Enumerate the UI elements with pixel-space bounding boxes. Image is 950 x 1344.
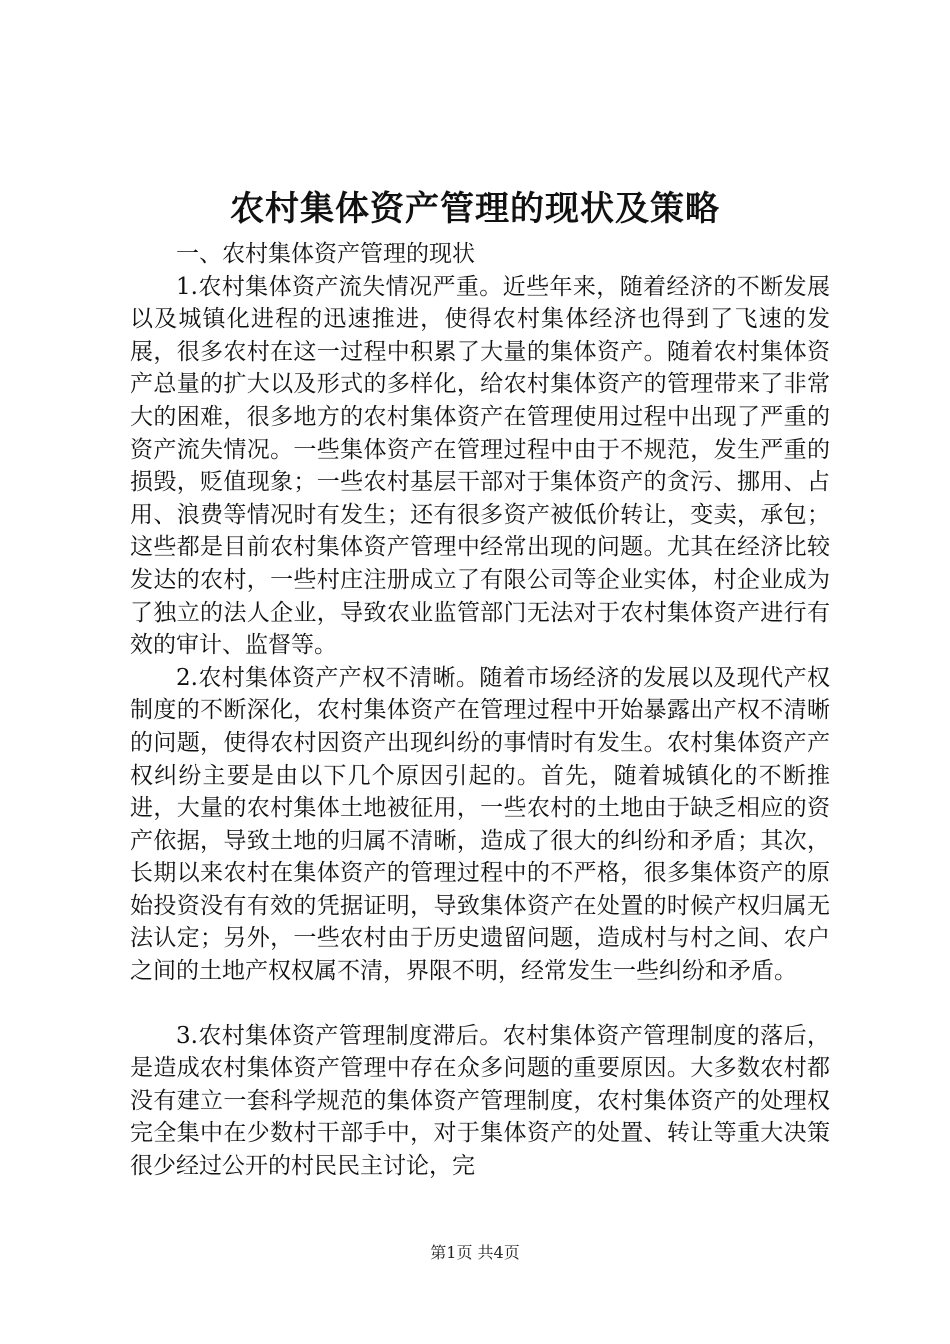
paragraph-2: 2.农村集体资产产权不清晰。随着市场经济的发展以及现代产权制度的不断深化，农村集体资产在管理过程中开始暴露出产权不清晰的问题，使得农村因资产出现纠纷的事情时有发生。农村集体资产产权纠纷主要是由以下几个原因引起的。首先，随着城镇化的不断推进，大量的农村集体土地被征用，一些农村的土地由于缺乏相应的资产依据，导致土地的归属不清晰，造成了很大的纠纷和矛盾；其次，长期以来农村在集体资产的管理过程中的不严格，很多集体资产的原始投资没有有效的凭据证明，导致集体资产在处置的时候产权归属无法认定；另外，一些农村由于历史遗留问题，造成村与村之间、农户之间的土地产权权属不清，界限不明，经常发生一些纠纷和矛盾。 — [130, 664, 830, 985]
page-footer: 第1页 共4页 — [430, 1243, 520, 1262]
document-title: 农村集体资产管理的现状及策略 — [230, 189, 720, 229]
paragraph-3: 3.农村集体资产管理制度滞后。农村集体资产管理制度的落后，是造成农村集体资产管理中存在众多问题的重要原因。大多数农村都没有建立一套科学规范的集体资产管理制度，农村集体资产的处理权完全集中在少数村干部手中，对于集体资产的处置、转让等重大决策很少经过公开的村民民主讨论，完 — [130, 1022, 830, 1180]
document-body — [130, 238, 830, 1183]
paragraph-1: 1.农村集体资产流失情况严重。近些年来，随着经济的不断发展以及城镇化进程的迅速推进，使得农村集体经济也得到了飞速的发展，很多农村在这一过程中积累了大量的集体资产。随着农村集体资产总量的扩大以及形式的多样化，给农村集体资产的管理带来了非常大的困难，很多地方的农村集体资产在管理使用过程中出现了严重的资产流失情况。一些集体资产在管理过程中由于不规范，发生严重的损毁，贬值现象；一些农村基层干部对于集体资产的贪污、挪用、占用、浪费等情况时有发生；还有很多资产被低价转让，变卖，承包；这些都是目前农村集体资产管理中经常出现的问题。尤其在经济比较发达的农村，一些村庄注册成立了有限公司等企业实体，村企业成为了独立的法人企业，导致农业监管部门无法对于农村集体资产进行有效的审计、监督等。 — [130, 273, 830, 659]
section-heading: 一、农村集体资产管理的现状 — [176, 241, 475, 267]
